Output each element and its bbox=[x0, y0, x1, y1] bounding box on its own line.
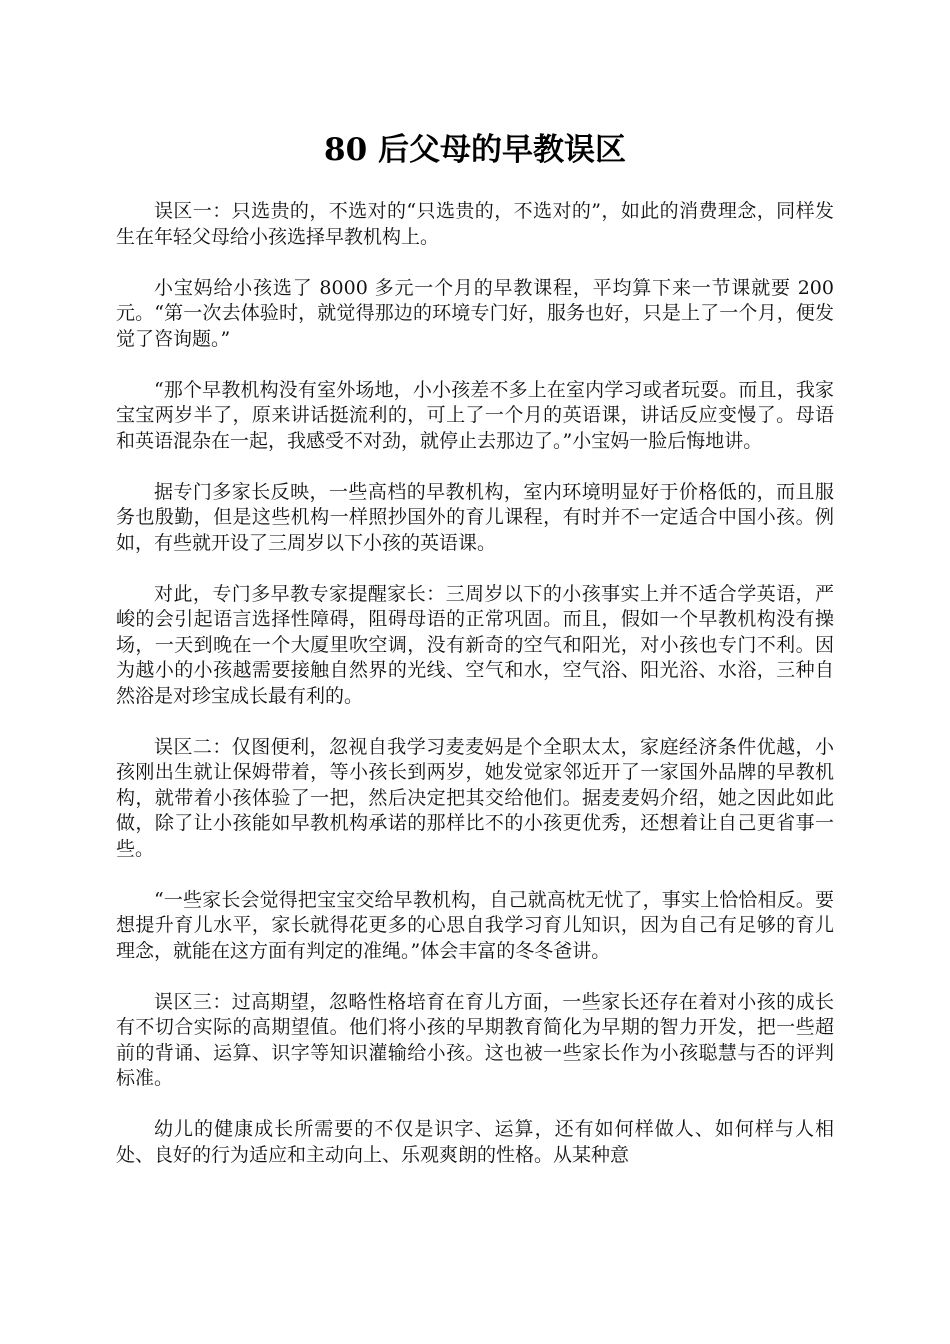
paragraph-6: 误区二：仅图便利，忽视自我学习麦麦妈是个全职太太，家庭经济条件优越，小孩刚出生就让保姆带着，等小孩长到两岁，她发觉家邻近开了一家国外品牌的早教机构，就带着小孩体验了一把，然后决定把其交给他们。据麦麦妈介绍，她之因此如此做，除了让小孩能如早教机构承诺的那样比不的小孩更优秀，还想着让自己更省事一些。 bbox=[116, 735, 834, 860]
paragraph-3: “那个早教机构没有室外场地，小小孩差不多上在室内学习或者玩耍。而且，我家宝宝两岁半了，原来讲话挺流利的，可上了一个月的英语课，讲话反应变慢了。母语和英语混杂在一起，我感受不对劲，就停止去那边了。”小宝妈一脸后悔地讲。 bbox=[116, 378, 834, 452]
paragraph-5: 对此，专门多早教专家提醒家长：三周岁以下的小孩事实上并不适合学英语，严峻的会引起语言选择性障碍，阻碍母语的正常巩固。而且，假如一个早教机构没有操场，一天到晚在一个大厦里吹空调，没有新奇的空气和阳光，对小孩也专门不利。因为越小的小孩越需要接触自然界的光线、空气和水，空气浴、阳光浴、水浴，三种自然浴是对珍宝成长最有利的。 bbox=[116, 582, 834, 707]
paragraph-4: 据专门多家长反映，一些高档的早教机构，室内环境明显好于价格低的，而且服务也殷勤，但是这些机构一样照抄国外的育儿课程，有时并不一定适合中国小孩。例如，有些就开设了三周岁以下小孩的英语课。 bbox=[116, 480, 834, 554]
paragraph-2: 小宝妈给小孩选了 8000 多元一个月的早教课程，平均算下来一节课就要 200 元。“第一次去体验时，就觉得那边的环境专门好，服务也好，只是上了一个月，便发觉了咨询题。” bbox=[116, 276, 834, 350]
paragraph-1: 误区一：只选贵的，不选对的“只选贵的，不选对的”，如此的消费理念，同样发生在年轻父母给小孩选择早教机构上。 bbox=[116, 200, 834, 248]
paragraph-7: “一些家长会觉得把宝宝交给早教机构，自己就高枕无忧了，事实上恰恰相反。要想提升育儿水平，家长就得花更多的心思自我学习育儿知识，因为自己有足够的育儿理念，就能在这方面有判定的准绳。”体会丰富的冬冬爸讲。 bbox=[116, 888, 834, 962]
document-body bbox=[116, 199, 834, 1194]
paragraph-8: 误区三：过高期望，忽略性格培育在育儿方面，一些家长还存在着对小孩的成长有不切合实际的高期望值。他们将小孩的早期教育简化为早期的智力开发，把一些超前的背诵、运算、识字等知识灌输给小孩。这也被一些家长作为小孩聪慧与否的评判标准。 bbox=[116, 990, 834, 1089]
document-title: 80 后父母的早教误区 bbox=[324, 132, 626, 168]
paragraph-9: 幼儿的健康成长所需要的不仅是识字、运算，还有如何样做人、如何样与人相处、良好的行为适应和主动向上、乐观爽朗的性格。从某种意 bbox=[116, 1118, 834, 1166]
